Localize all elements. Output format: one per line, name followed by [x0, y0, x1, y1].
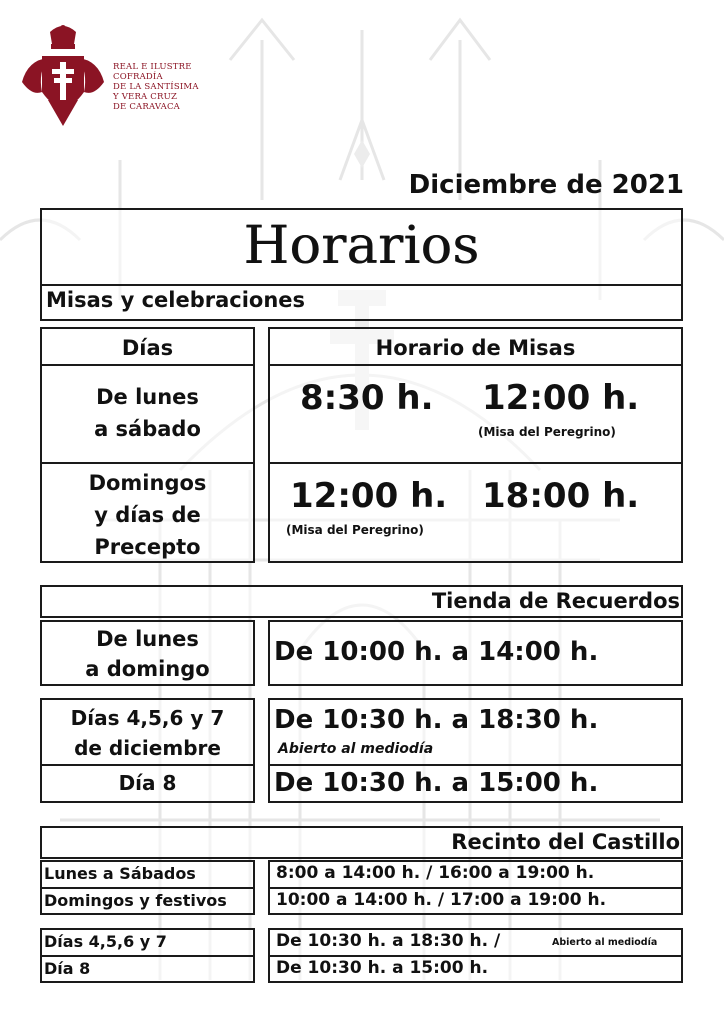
misas-row2-days	[40, 467, 255, 563]
section-title-tienda: Tienda de Recuerdos	[431, 589, 680, 613]
tienda-row3-time: De 10:30 h. a 15:00 h.	[274, 768, 599, 798]
misas-row1-days	[40, 381, 255, 445]
misas-row2-time1: 12:00 h.	[290, 476, 448, 516]
castillo-row3-note: Abierto al mediodía	[552, 937, 658, 948]
org-name	[113, 62, 199, 112]
day-line: de diciembre	[74, 736, 221, 760]
castillo-row2-time: 10:00 a 14:00 h. / 17:00 a 19:00 h.	[276, 890, 607, 910]
castillo-row4-day: Día 8	[44, 959, 91, 978]
castillo-row3-day: Días 4,5,6 y 7	[44, 932, 167, 951]
castillo-row1-time: 8:00 a 14:00 h. / 16:00 a 19:00 h.	[276, 863, 595, 883]
castillo-row3-time: De 10:30 h. a 18:30 h. /	[276, 931, 501, 951]
castillo-row4-time: De 10:30 h. a 15:00 h.	[276, 958, 489, 978]
org-line: REAL E ILUSTRE	[113, 62, 192, 72]
section-title-castillo: Recinto del Castillo	[451, 830, 680, 854]
misas-row2-time2: 18:00 h.	[482, 476, 640, 516]
org-line: COFRADÍA	[113, 72, 163, 82]
org-line: Y VERA CRUZ	[113, 92, 178, 102]
misas-row1-note: (Misa del Peregrino)	[478, 425, 616, 439]
section-title-misas: Misas y celebraciones	[46, 288, 306, 312]
day-line: a sábado	[94, 417, 201, 441]
day-line: y días de	[94, 503, 201, 527]
day-line: a domingo	[85, 657, 210, 681]
day-line: De lunes	[96, 385, 199, 409]
tienda-row1-time: De 10:00 h. a 14:00 h.	[274, 637, 599, 667]
col-header-horario: Horario de Misas	[375, 336, 576, 360]
castillo-row2-day: Domingos y festivos	[44, 891, 227, 910]
org-line: DE LA SANTÍSIMA	[113, 82, 199, 92]
tienda-row2-note: Abierto al mediodía	[278, 741, 434, 757]
misas-row2-note: (Misa del Peregrino)	[286, 523, 424, 537]
misas-row1-time2: 12:00 h.	[482, 378, 640, 418]
day-line: Días 4,5,6 y 7	[70, 706, 225, 730]
page-title: Horarios	[243, 216, 480, 276]
tienda-row3-day: Día 8	[118, 771, 177, 795]
day-line: Precepto	[94, 535, 201, 559]
tienda-row1-days	[40, 624, 255, 684]
cofradia-crest-logo	[18, 22, 108, 128]
tienda-row2-days	[40, 703, 255, 763]
day-line: De lunes	[96, 627, 199, 651]
misas-row1-time1: 8:30 h.	[300, 378, 434, 418]
castillo-row1-day: Lunes a Sábados	[44, 864, 196, 883]
col-header-dias: Días	[121, 336, 174, 360]
document-date: Diciembre de 2021	[408, 170, 684, 200]
tienda-row2-time: De 10:30 h. a 18:30 h.	[274, 705, 599, 735]
org-line: DE CARAVACA	[113, 102, 181, 112]
day-line: Domingos	[88, 471, 207, 495]
